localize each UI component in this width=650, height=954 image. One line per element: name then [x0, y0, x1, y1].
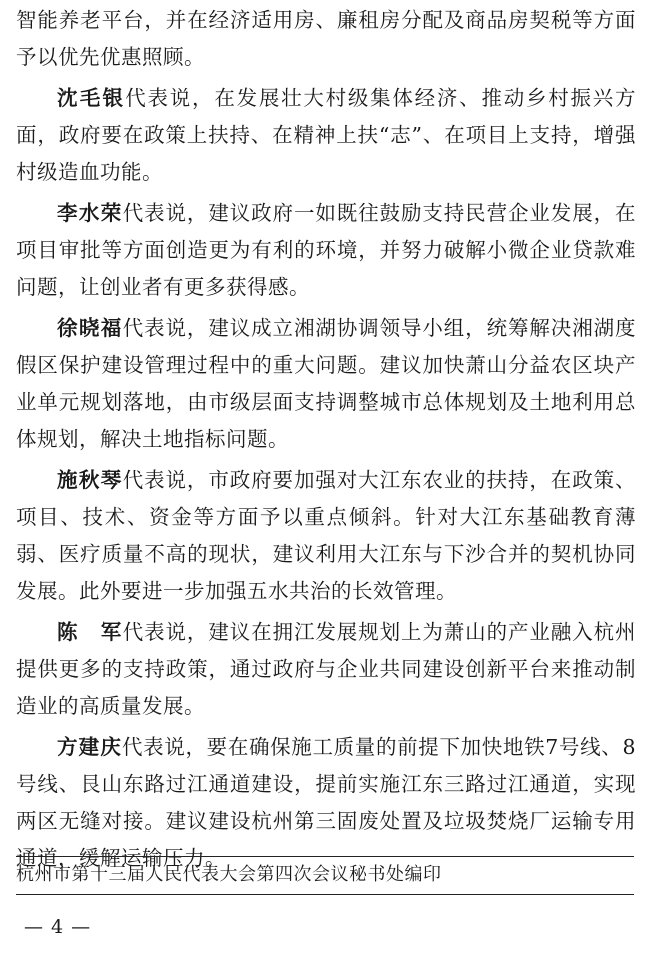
paragraph-fang-jianqing — [16, 729, 636, 877]
footer-divider-top — [16, 856, 634, 857]
speaker-name: 方建庆 — [57, 735, 122, 759]
paragraph-text: 代表说，建议政府一如既往鼓励支持民营企业发展，在项目审批等方面创造更为有利的环境，并努力破解小微企业贷款难问题，让创业者有更多获得感。 — [16, 201, 637, 299]
speaker-name: 陈 军 — [57, 620, 123, 644]
speaker-name: 徐晓福 — [57, 316, 123, 340]
document-body — [16, 2, 636, 877]
paragraph-text: 代表说，建议成立湘湖协调领导小组，统筹解决湘湖度假区保护建设管理过程中的重大问题。建议加快萧山分益农区块产业单元规划落地，由市级层面支持调整城市总体规划及土地利用总体规划，解决土地指标问题。 — [16, 316, 637, 451]
paragraph-li-shuirong — [16, 195, 636, 306]
paragraph-text: 代表说，在发展壮大村级集体经济、推动乡村振兴方面，政府要在政策上扶持、在精神上扶“志”、在项目上支持，增强村级造血功能。 — [16, 86, 636, 184]
page-number: — 4 — — [24, 916, 92, 938]
paragraph-shen-maoyin — [16, 80, 636, 191]
footer-publisher: 杭州市第十三届人民代表大会第四次会议秘书处编印 — [16, 864, 442, 885]
paragraph-text: 代表说，要在确保施工质量的前提下加快地铁7号线、8号线、艮山东路过江通道建设，提前实施江东三路过江通道，实现两区无缝对接。建议建设杭州第三固废处置及垃圾焚烧厂运输专用通道，缓解运输压力。 — [16, 735, 637, 870]
speaker-name: 施秋琴 — [57, 468, 123, 492]
speaker-name: 李水荣 — [57, 201, 123, 225]
paragraph-chen-jun — [16, 614, 636, 725]
paragraph-text: 智能养老平台，并在经济适用房、廉租房分配及商品房契税等方面予以优先优惠照顾。 — [16, 8, 636, 69]
speaker-name: 沈毛银 — [57, 86, 126, 110]
paragraph-xu-xiaofu — [16, 310, 636, 458]
paragraph-continuation — [16, 2, 636, 76]
paragraph-text: 代表说，建议在拥江发展规划上为萧山的产业融入杭州提供更多的支持政策，通过政府与企业共同建设创新平台来推动制造业的高质量发展。 — [16, 620, 637, 718]
paragraph-text: 代表说，市政府要加强对大江东农业的扶持，在政策、项目、技术、资金等方面予以重点倾斜。针对大江东基础教育薄弱、医疗质量不高的现状，建议利用大江东与下沙合并的契机协同发展。此外要进一步加强五水共治的长效管理。 — [16, 468, 637, 603]
paragraph-shi-qiuqin — [16, 462, 636, 610]
footer-divider-bottom — [16, 894, 634, 895]
